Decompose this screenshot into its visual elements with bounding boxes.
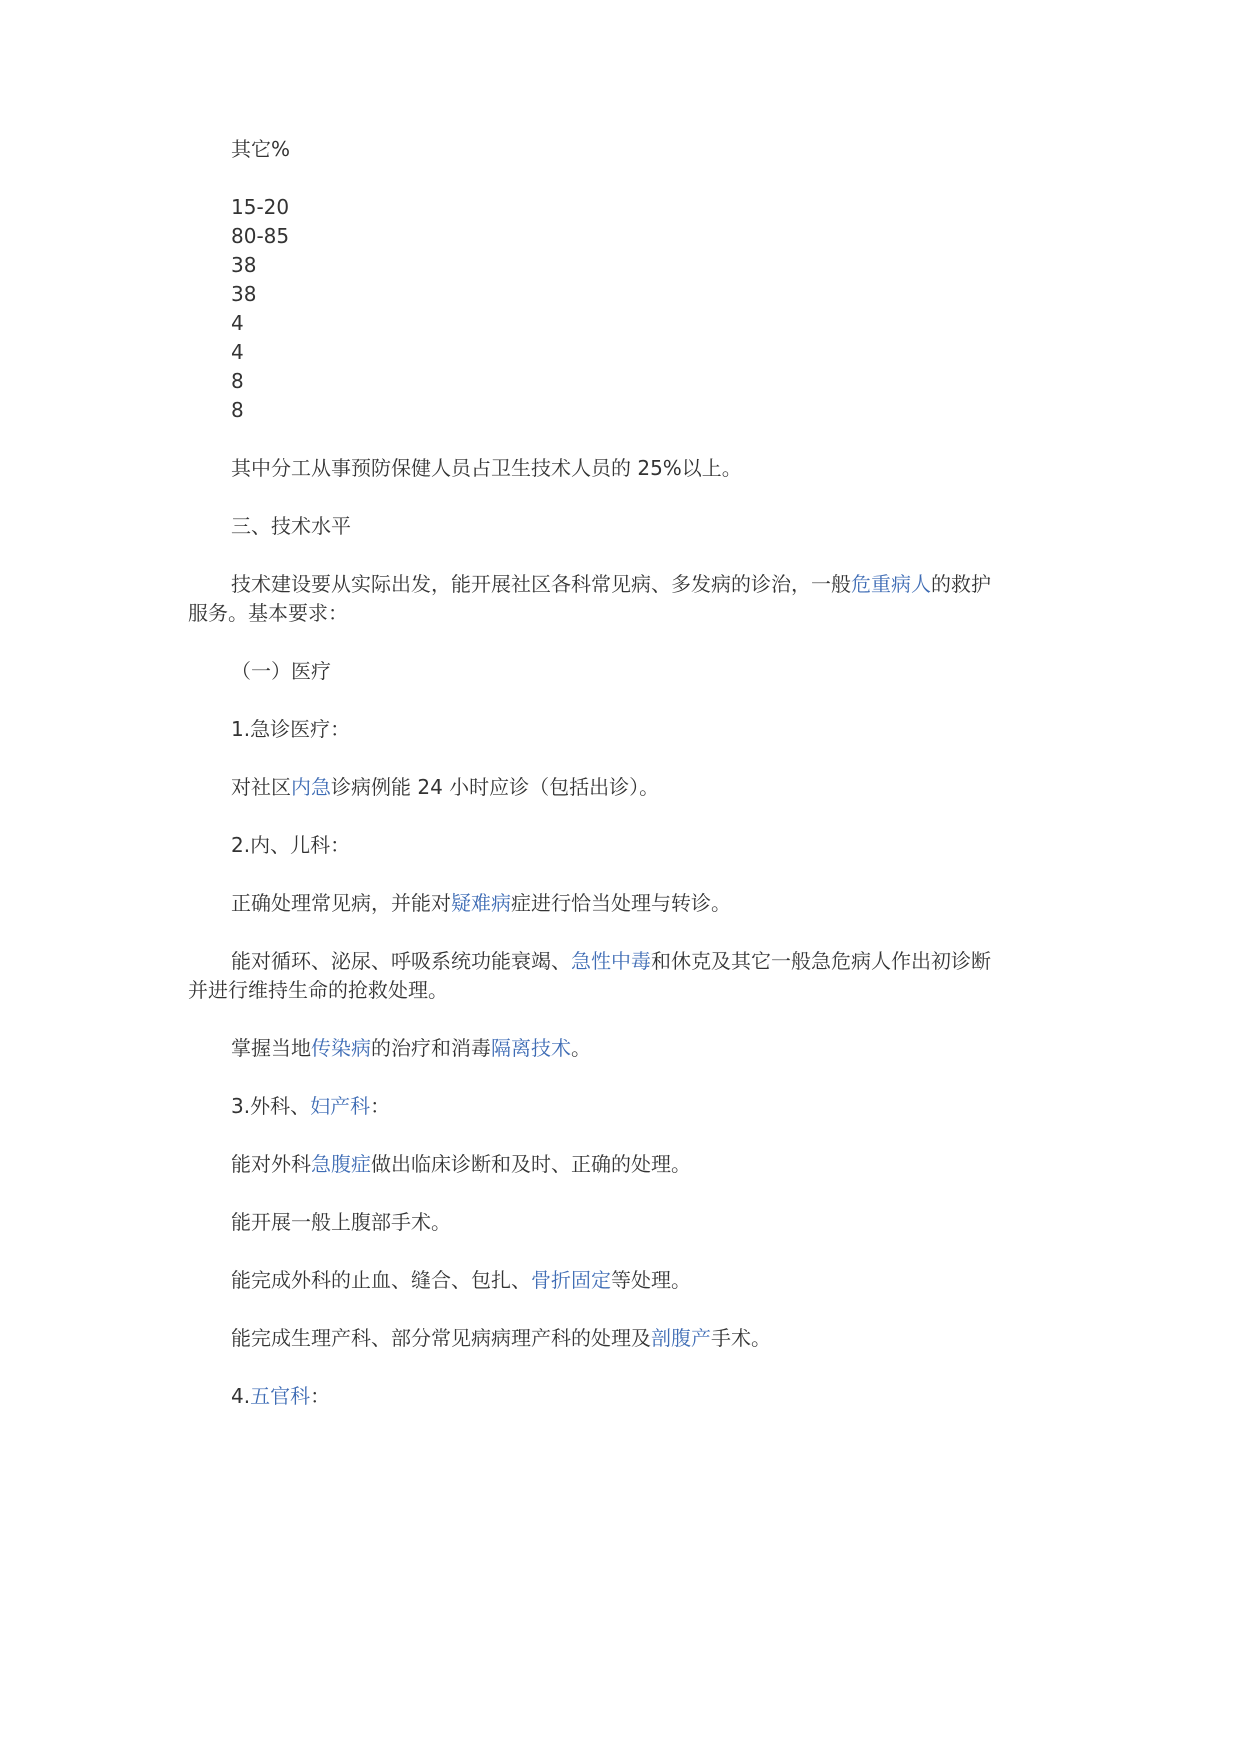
item-heading xyxy=(231,1380,330,1412)
paragraph-line: 服务。基本要求： xyxy=(188,601,348,625)
text-run: 能完成外科的止血、缝合、包扎、 xyxy=(231,1268,531,1292)
text-run: ： xyxy=(310,1384,331,1408)
item-heading: 1.急诊医疗： xyxy=(231,717,351,741)
text-run: 能完成生理产科、部分常见病病理产科的处理及 xyxy=(231,1326,651,1350)
text-run: 技术建设要从实际出发，能开展社区各科常见病、多发病的诊治，一般 xyxy=(231,572,851,596)
text-run: 的救护 xyxy=(931,572,991,596)
item-heading: 2.内、儿科： xyxy=(231,833,351,857)
other-percent-label: 其它% xyxy=(231,137,291,161)
text-run: 对社区 xyxy=(231,775,291,799)
text-run: 3.外科、 xyxy=(231,1094,311,1118)
number-line: 4 xyxy=(231,311,244,335)
link-critical-patients[interactable]: 危重病人 xyxy=(851,572,931,596)
text-run: 能对外科 xyxy=(231,1152,311,1176)
text-run: 4. xyxy=(231,1384,251,1408)
item-heading xyxy=(231,1090,390,1122)
text-run: ： xyxy=(370,1094,391,1118)
subsection-heading: （一）医疗 xyxy=(231,659,331,683)
paragraph-line xyxy=(231,887,731,919)
staffing-note: 其中分工从事预防保健人员占卫生技术人员的 25%以上。 xyxy=(231,456,742,480)
link-ent-department[interactable]: 五官科 xyxy=(250,1384,311,1408)
number-line: 80-85 xyxy=(231,224,290,248)
number-line: 15-20 xyxy=(231,195,290,219)
paragraph-line: 并进行维持生命的抢救处理。 xyxy=(188,978,448,1002)
number-line: 38 xyxy=(231,253,257,277)
text-run: 和休克及其它一般急危病人作出初诊断 xyxy=(651,949,991,973)
link-internal-emergency[interactable]: 内急 xyxy=(291,775,331,799)
number-line: 8 xyxy=(231,369,244,393)
text-run: 等处理。 xyxy=(611,1268,691,1292)
paragraph-line xyxy=(231,568,991,600)
link-isolation-technique[interactable]: 隔离技术 xyxy=(491,1036,571,1060)
text-run: 正确处理常见病，并能对 xyxy=(231,891,451,915)
number-line: 38 xyxy=(231,282,257,306)
text-run: 做出临床诊断和及时、正确的处理。 xyxy=(371,1152,691,1176)
paragraph-line xyxy=(231,1264,691,1296)
text-run: 。 xyxy=(571,1036,591,1060)
paragraph-line xyxy=(231,1322,771,1354)
text-run: 症进行恰当处理与转诊。 xyxy=(511,891,731,915)
link-acute-poisoning[interactable]: 急性中毒 xyxy=(571,949,651,973)
number-line: 8 xyxy=(231,398,244,422)
link-fracture-fixation[interactable]: 骨折固定 xyxy=(531,1268,611,1292)
link-acute-abdomen[interactable]: 急腹症 xyxy=(311,1152,371,1176)
link-obstetrics-gynecology[interactable]: 妇产科 xyxy=(310,1094,371,1118)
paragraph-line xyxy=(231,1032,591,1064)
text-run: 能对循环、泌尿、呼吸系统功能衰竭、 xyxy=(231,949,571,973)
number-line: 4 xyxy=(231,340,244,364)
link-cesarean-section[interactable]: 剖腹产 xyxy=(651,1326,711,1350)
paragraph-line xyxy=(231,1148,691,1180)
link-difficult-disease[interactable]: 疑难病 xyxy=(451,891,511,915)
paragraph-line: 能开展一般上腹部手术。 xyxy=(231,1210,451,1234)
section-heading: 三、技术水平 xyxy=(231,514,351,538)
text-run: 诊病例能 24 小时应诊（包括出诊）。 xyxy=(331,775,660,799)
text-run: 的治疗和消毒 xyxy=(371,1036,491,1060)
text-run: 掌握当地 xyxy=(231,1036,311,1060)
text-run: 手术。 xyxy=(711,1326,771,1350)
paragraph-line xyxy=(231,945,991,977)
paragraph-line xyxy=(231,771,659,803)
link-infectious-disease[interactable]: 传染病 xyxy=(311,1036,371,1060)
